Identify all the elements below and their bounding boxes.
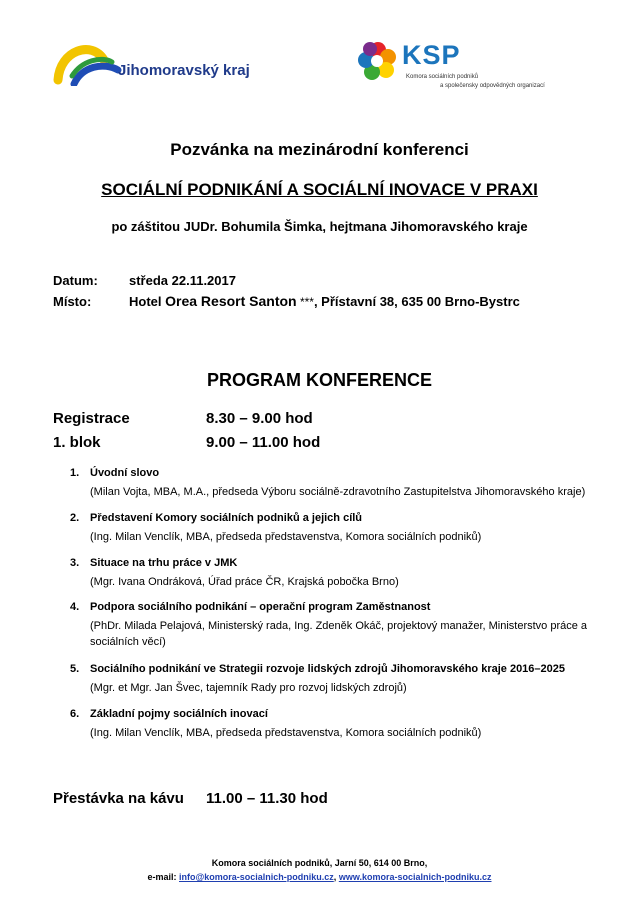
footer-email-label: e-mail: (147, 872, 179, 882)
place-rest: , Přístavní 38, 635 00 Brno-Bystrc (313, 294, 520, 309)
item-number: 1. (70, 467, 80, 479)
item-speaker: (Ing. Milan Venclík, MBA, předseda představenstva, Komora sociálních podniků) (90, 727, 482, 739)
ksp-acronym: KSP (402, 40, 461, 70)
footer-email-link[interactable]: info@komora-socialnich-podniku.cz (179, 872, 334, 882)
conference-title: SOCIÁLNÍ PODNIKÁNÍ A SOCIÁLNÍ INOVACE V PRAXI (101, 180, 538, 199)
break-time: 11.00 – 11.30 hod (206, 790, 328, 807)
footer-separator: , (333, 872, 339, 882)
block-time: 9.00 – 11.00 hod (206, 434, 321, 451)
item-title: Představení Komory sociálních podniků a jejich cílů (90, 512, 363, 524)
place-stars: *** (296, 295, 314, 309)
ksp-tagline-2: a společensky odpovědných organizací (440, 83, 545, 89)
ksp-flower-icon (356, 40, 400, 84)
place-name: Orea Resort Santon (165, 293, 297, 309)
item-number: 5. (70, 663, 80, 675)
item-title: Situace na trhu práce v JMK (90, 557, 238, 569)
item-speaker: (Ing. Milan Venclík, MBA, předseda představenstva, Komora sociálních podniků) (90, 531, 482, 543)
ksp-tagline-1: Komora sociálních podniků (406, 74, 479, 80)
place-label: Místo: (53, 294, 92, 309)
footer-address: Komora sociálních podniků, Jarní 50, 614 00 Brno, (211, 858, 428, 868)
jmk-swoosh-icon (52, 40, 122, 86)
item-title: Podpora sociálního podnikání – operační program Zaměstnanost (90, 601, 431, 613)
item-speaker-cont: sociálních věcí) (90, 636, 166, 648)
item-number: 4. (70, 601, 80, 613)
registration-label: Registrace (53, 410, 130, 427)
footer-web-link[interactable]: www.komora-socialnich-podniku.cz (338, 872, 492, 882)
break-label: Přestávka na kávu (53, 790, 184, 807)
item-title: Úvodní slovo (90, 467, 160, 479)
place-prefix: Hotel (129, 294, 166, 309)
item-speaker: (PhDr. Milada Pelajová, Ministerský rada, Ing. Zdeněk Okáč, projektový manažer, Ministerstvo práce a (90, 620, 588, 632)
item-title: Sociálního podnikání ve Strategii rozvoje lidských zdrojů Jihomoravského kraje 2016–2025 (90, 663, 566, 675)
block-label: 1. blok (53, 434, 101, 451)
patron-line: po záštitou JUDr. Bohumila Šimka, hejtmana Jihomoravského kraje (111, 219, 528, 234)
item-speaker: (Mgr. et Mgr. Jan Švec, tajemník Rady pro rozvoj lidských zdrojů) (90, 682, 407, 694)
ksp-logo (356, 40, 556, 90)
date-label: Datum: (53, 273, 98, 288)
place-value (129, 293, 520, 309)
invite-heading: Pozvánka na mezinárodní konferenci (170, 140, 469, 159)
item-speaker: (Mgr. Ivana Ondráková, Úřad práce ČR, Krajská pobočka Brno) (90, 576, 399, 588)
item-number: 2. (70, 512, 80, 524)
date-value: středa 22.11.2017 (129, 273, 236, 288)
jmk-logo-text: Jihomoravský kraj (118, 62, 250, 79)
item-speaker: (Milan Vojta, MBA, M.A., předseda Výboru sociálně-zdravotního Zastupitelstva Jihomoravského kraje) (90, 486, 586, 498)
item-title: Základní pojmy sociálních inovací (90, 708, 268, 720)
jmk-logo (52, 40, 282, 90)
item-number: 3. (70, 557, 80, 569)
registration-time: 8.30 – 9.00 hod (206, 410, 313, 427)
program-heading: PROGRAM KONFERENCE (206, 370, 432, 390)
footer-contacts (0, 872, 639, 882)
item-number: 6. (70, 708, 80, 720)
